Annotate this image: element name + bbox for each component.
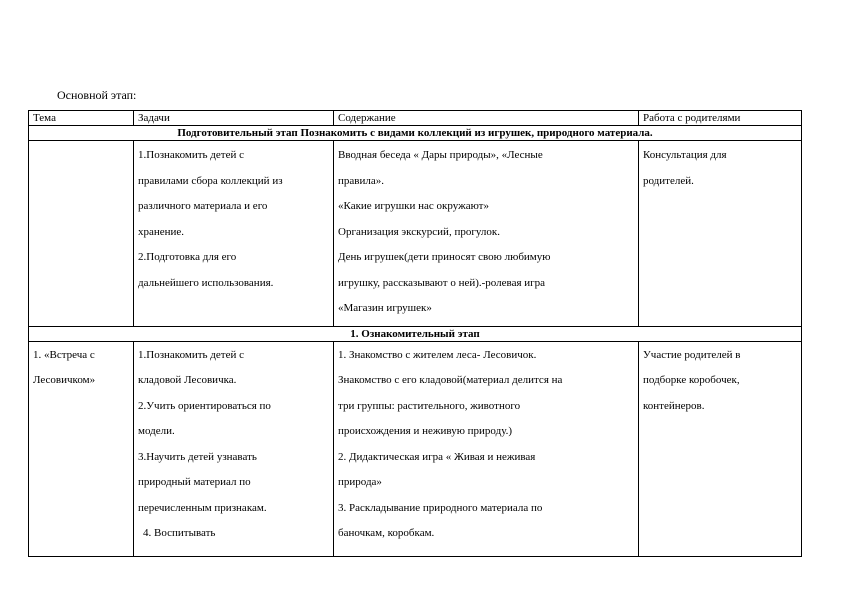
cell-line: 1.Познакомить детей с	[138, 149, 244, 161]
cell-line: правилами сбора коллекций из	[138, 174, 283, 187]
cell-line: 2.Подготовка для его	[138, 251, 237, 263]
cell-line: 4. Воспитывать	[143, 527, 216, 539]
cell-line: Консультация для	[643, 149, 727, 161]
cell-line: Знакомство с его кладовой(материал делится на	[338, 374, 563, 386]
cell-soderzhanie	[334, 141, 639, 327]
cell-line: три группы: растительного, животного	[338, 399, 521, 412]
cell-line: перечисленным признакам.	[138, 501, 267, 514]
cell-line: 1. «Встреча с	[33, 348, 95, 361]
table-row	[29, 141, 802, 327]
cell-line: родителей.	[643, 174, 694, 187]
cell-line: природный материал по	[138, 476, 251, 488]
stage-title-preparatory: Подготовительный этап Познакомить с видами коллекций из игрушек, природного материала.	[29, 126, 802, 141]
cell-line: Вводная беседа « Дары природы», «Лесные	[338, 149, 543, 161]
cell-line: 3. Раскладывание природного материала по	[338, 501, 543, 514]
cell-line: Лесовичком»	[33, 374, 96, 386]
cell-line: хранение.	[138, 225, 185, 238]
stage-row-preparatory	[29, 126, 802, 141]
cell-line: 2.Учить ориентироваться по	[138, 399, 271, 412]
stage-row-introductory	[29, 326, 802, 341]
cell-line: 1.Познакомить детей с	[138, 348, 244, 361]
header-soderzhanie: Содержание	[334, 111, 639, 126]
cell-line: баночкам, коробкам.	[338, 527, 435, 539]
cell-roditeli	[639, 341, 802, 556]
cell-line: 3.Научить детей узнавать	[138, 450, 257, 463]
cell-line: различного материала и его	[138, 200, 268, 212]
cell-line: дальнейшего использования.	[138, 276, 274, 289]
cell-line: Организация экскурсий, прогулок.	[338, 225, 500, 238]
table-header-row	[29, 111, 802, 126]
plan-table	[28, 110, 802, 557]
cell-line: «Какие игрушки нас окружают»	[338, 200, 489, 212]
cell-zadachi	[134, 141, 334, 327]
cell-tema	[29, 141, 134, 327]
cell-line: модели.	[138, 425, 175, 437]
header-zadachi: Задачи	[134, 111, 334, 126]
cell-line: «Магазин игрушек»	[338, 302, 432, 314]
section-heading: Основной этап:	[57, 88, 137, 102]
cell-line: природа»	[338, 476, 382, 488]
cell-soderzhanie	[334, 341, 639, 556]
stage-title-introductory: 1. Ознакомительный этап	[29, 326, 802, 341]
cell-line: подборке коробочек,	[643, 374, 740, 386]
cell-line: кладовой Лесовичка.	[138, 374, 237, 386]
cell-line: Участие родителей в	[643, 348, 741, 361]
cell-line: День игрушек(дети приносят свою любимую	[338, 251, 551, 263]
cell-line: 2. Дидактическая игра « Живая и неживая	[338, 450, 536, 463]
cell-roditeli	[639, 141, 802, 327]
cell-zadachi	[134, 341, 334, 556]
header-roditeli: Работа с родителями	[639, 111, 802, 126]
cell-tema	[29, 341, 134, 556]
header-tema: Тема	[29, 111, 134, 126]
cell-line: правила».	[338, 174, 384, 187]
table-row	[29, 341, 802, 556]
cell-line: происхождения и неживую природу.)	[338, 425, 513, 437]
cell-line: 1. Знакомство с жителем леса- Лесовичок.	[338, 348, 537, 361]
cell-line: игрушку, рассказывают о ней).-ролевая игра	[338, 276, 546, 289]
cell-line: контейнеров.	[643, 399, 705, 412]
